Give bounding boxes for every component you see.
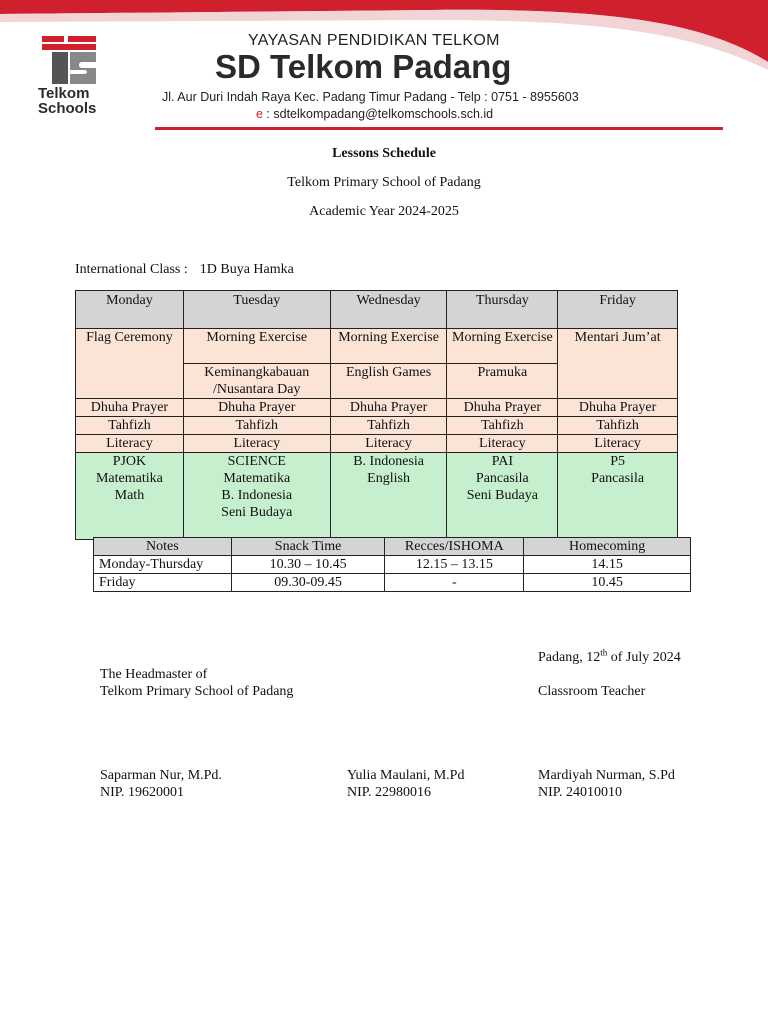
doc-subtitle-year: Academic Year 2024-2025 [309, 204, 459, 219]
day-header: Thursday [447, 291, 558, 329]
tahfizh-row [76, 417, 678, 435]
day-header: Friday [558, 291, 678, 329]
school-name: SD Telkom Padang [215, 48, 512, 85]
times-cell: 10.45 [524, 574, 691, 592]
literacy-row [76, 435, 678, 453]
times-header: Notes [94, 538, 232, 556]
times-cell: Monday-Thursday [94, 556, 232, 574]
schedule-cell: Literacy [447, 435, 558, 453]
schedule-cell: Mentari Jum’at [558, 329, 678, 399]
subjects-cell [330, 453, 447, 540]
subject-item: Pancasila [475, 471, 529, 486]
schedule-cell: Morning Exercise [330, 329, 447, 364]
schedule-cell: Dhuha Prayer [183, 399, 330, 417]
subjects-cell [183, 453, 330, 540]
subject-item: Seni Budaya [221, 505, 293, 520]
times-table [93, 537, 691, 592]
schedule-cell: Dhuha Prayer [447, 399, 558, 417]
schedule-cell: Tahfizh [558, 417, 678, 435]
times-row [94, 574, 691, 592]
headmaster-signature [100, 767, 222, 801]
day-header: Tuesday [183, 291, 330, 329]
times-cell: 14.15 [524, 556, 691, 574]
place-date: Padang, 12th of July 2024 [538, 647, 681, 665]
headmaster-title: The Headmaster of Telkom Primary School of Padang [100, 667, 294, 699]
schedule-cell: Pramuka [447, 364, 558, 399]
subject-item: B. Indonesia [221, 488, 293, 503]
subjects-cell [76, 453, 184, 540]
subjects-cell [558, 453, 678, 540]
times-cell: - [385, 574, 524, 592]
schedule-cell: Morning Exercise [447, 329, 558, 364]
subject-item: Pancasila [591, 471, 645, 486]
class-line: International Class : 1D Buya Hamka [75, 262, 294, 277]
headmaster-name: Saparman Nur, M.Pd. [100, 768, 222, 783]
school-address: Jl. Aur Duri Indah Raya Kec. Padang Timur Padang - Telp : 0751 - 8955603 [162, 90, 579, 104]
day-header: Monday [76, 291, 184, 329]
subject-item: Seni Budaya [466, 488, 538, 503]
subject-item: Matematika [95, 471, 163, 486]
schedule-cell: Dhuha Prayer [76, 399, 184, 417]
teacher-name: Mardiyah Nurman, S.Pd [538, 768, 675, 783]
schedule-cell: Keminangkabauan /Nusantara Day [183, 364, 330, 399]
schedule-cell: Flag Ceremony [76, 329, 184, 399]
schedule-cell: Morning Exercise [183, 329, 330, 364]
schedule-cell: Tahfizh [447, 417, 558, 435]
times-row [94, 556, 691, 574]
schedule-cell: English Games [330, 364, 447, 399]
schedule-cell: Tahfizh [330, 417, 447, 435]
subject-item: SCIENCE [227, 454, 286, 469]
doc-subtitle-school: Telkom Primary School of Padang [287, 175, 481, 190]
subjects-row [76, 453, 678, 540]
schedule-cell: Literacy [330, 435, 447, 453]
times-header: Homecoming [524, 538, 691, 556]
schedule-table [75, 290, 678, 540]
schedule-cell: Literacy [76, 435, 184, 453]
schedule-header-row [76, 291, 678, 329]
subject-item: P5 [610, 454, 626, 469]
times-cell: 09.30-09.45 [231, 574, 385, 592]
header-divider [155, 127, 723, 130]
teacher2-nip: NIP. 22980016 [347, 785, 432, 800]
subject-item: PJOK [112, 454, 147, 469]
schedule-cell: Literacy [183, 435, 330, 453]
times-header: Snack Time [231, 538, 385, 556]
headmaster-nip: NIP. 19620001 [100, 785, 185, 800]
subject-item: Math [114, 488, 145, 503]
teacher2-signature [347, 767, 464, 801]
morning-row-a [76, 329, 678, 364]
times-cell: Friday [94, 574, 232, 592]
schedule-cell: Literacy [558, 435, 678, 453]
schedule-cell: Dhuha Prayer [330, 399, 447, 417]
foundation-name: YAYASAN PENDIDIKAN TELKOM [248, 32, 500, 49]
subject-item: B. Indonesia [353, 454, 424, 469]
teacher-signature [538, 767, 675, 801]
teacher-title: Classroom Teacher [538, 684, 646, 699]
subject-item: PAI [491, 454, 513, 469]
day-header: Wednesday [330, 291, 447, 329]
subject-item: English [367, 471, 410, 486]
times-header-row [94, 538, 691, 556]
schedule-cell: Dhuha Prayer [558, 399, 678, 417]
subject-item: Matematika [223, 471, 291, 486]
schedule-cell: Tahfizh [76, 417, 184, 435]
dhuha-row [76, 399, 678, 417]
schedule-cell: Tahfizh [183, 417, 330, 435]
teacher-nip: NIP. 24010010 [538, 785, 623, 800]
times-cell: 10.30 – 10.45 [231, 556, 385, 574]
teacher2-name: Yulia Maulani, M.Pd [347, 768, 465, 783]
school-email: e : sdtelkompadang@telkomschools.sch.id [256, 107, 494, 121]
times-cell: 12.15 – 13.15 [385, 556, 524, 574]
logo-text: Telkom Schools [38, 85, 97, 117]
subjects-cell [447, 453, 558, 540]
times-header: Recces/ISHOMA [385, 538, 524, 556]
doc-title: Lessons Schedule [332, 146, 436, 161]
